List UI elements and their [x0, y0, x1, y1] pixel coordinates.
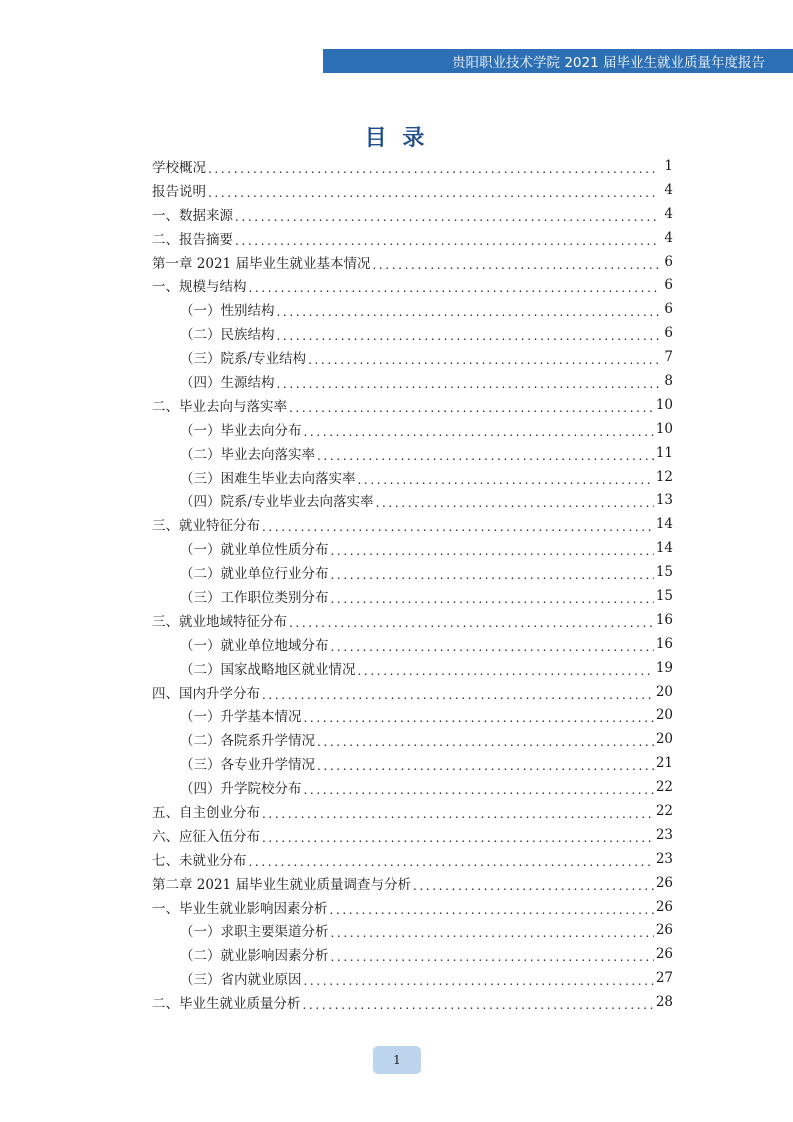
toc-dot-leader	[262, 687, 654, 701]
toc-entry-page: 12	[655, 468, 673, 485]
toc-dot-leader	[289, 615, 654, 629]
toc-dot-leader	[235, 209, 659, 223]
toc-entry-page: 10	[655, 396, 673, 413]
toc-entry-page: 22	[655, 802, 673, 819]
toc-entry-label: 第一章 2021 届毕业生就业基本情况	[152, 255, 371, 272]
toc-entry-label: 五、自主创业分布	[152, 804, 260, 821]
toc-entry-label: （二）就业单位行业分布	[180, 566, 329, 583]
toc-entry-page: 10	[655, 420, 673, 437]
toc-dot-leader	[413, 878, 654, 892]
toc-entry-page: 8	[664, 372, 673, 389]
toc-dot-leader	[317, 448, 654, 462]
toc-entry-page: 15	[655, 587, 673, 604]
toc-entry-label: （一）就业单位地域分布	[180, 637, 329, 654]
toc-entry-label: 六、应征入伍分布	[152, 828, 260, 845]
toc-entry-label: 二、毕业生就业质量分析	[152, 996, 301, 1013]
toc-entry-page: 28	[655, 994, 673, 1011]
toc-entry-label: （一）求职主要渠道分析	[180, 924, 329, 941]
page-number-badge	[373, 1046, 421, 1074]
toc-dot-leader	[262, 519, 654, 533]
toc-dot-leader	[358, 663, 654, 677]
toc-dot-leader	[331, 949, 654, 963]
toc-entry-label: 第二章 2021 届毕业生就业质量调查与分析	[152, 876, 411, 893]
toc-dot-leader	[331, 639, 654, 653]
toc-entry-label: 二、报告摘要	[152, 231, 233, 248]
toc-dot-leader	[304, 710, 654, 724]
toc-entry-label: （四）院系/专业毕业去向落实率	[180, 494, 374, 511]
toc-dot-leader	[208, 161, 659, 175]
toc-entry-page: 27	[655, 970, 673, 987]
toc-entry-page: 26	[655, 898, 673, 915]
toc-entry-page: 14	[655, 540, 673, 557]
toc-entry-label: （二）各院系升学情况	[180, 733, 315, 750]
toc-entry[interactable]	[152, 536, 673, 560]
toc-entry-page: 23	[655, 826, 673, 843]
toc-entry-page: 4	[664, 181, 673, 198]
toc-entry[interactable]	[152, 226, 673, 250]
toc-entry-page: 26	[655, 874, 673, 891]
toc-entry-label: （三）院系/专业结构	[180, 351, 307, 368]
toc-entry[interactable]	[152, 178, 673, 202]
toc-entry-page: 20	[655, 683, 673, 700]
toc-dot-leader	[208, 185, 659, 199]
toc-dot-leader	[376, 495, 654, 509]
page-number: 1	[393, 1053, 401, 1067]
toc-entry-label: （一）升学基本情况	[180, 709, 302, 726]
toc-entry[interactable]	[152, 465, 673, 489]
toc-entry-page: 21	[655, 755, 673, 772]
toc-entry-label: 七、未就业分布	[152, 852, 247, 869]
report-title: 贵阳职业技术学院 2021 届毕业生就业质量年度报告	[452, 55, 765, 71]
toc-dot-leader	[235, 233, 659, 247]
toc-entry-label: （一）毕业去向分布	[180, 422, 302, 439]
toc-dot-leader	[331, 567, 654, 581]
toc-entry-page: 6	[664, 253, 673, 270]
report-header-band	[323, 49, 793, 73]
toc-dot-leader	[277, 304, 660, 318]
toc-entry-page: 16	[655, 635, 673, 652]
toc-entry[interactable]	[152, 393, 673, 417]
toc-entry-label: 四、国内升学分布	[152, 685, 260, 702]
toc-dot-leader	[249, 854, 654, 868]
toc-entry[interactable]	[152, 895, 673, 919]
toc-entry-page: 16	[655, 611, 673, 628]
toc-dot-leader	[331, 543, 654, 557]
toc-entry-page: 4	[664, 205, 673, 222]
toc-dot-leader	[304, 973, 654, 987]
toc-entry-label: （二）毕业去向落实率	[180, 446, 315, 463]
toc-entry[interactable]	[152, 273, 673, 297]
toc-dot-leader	[262, 830, 654, 844]
toc-entry-page: 6	[664, 301, 673, 318]
toc-entry[interactable]	[152, 488, 673, 512]
toc-dot-leader	[304, 424, 654, 438]
toc-entry[interactable]	[152, 847, 673, 871]
toc-entry-page: 22	[655, 779, 673, 796]
toc-entry-page: 26	[655, 946, 673, 963]
toc-entry[interactable]	[152, 727, 673, 751]
toc-entry-page: 11	[655, 444, 673, 461]
toc-entry-page: 1	[664, 157, 673, 174]
toc-entry[interactable]	[152, 297, 673, 321]
toc-entry[interactable]	[152, 369, 673, 393]
toc-dot-leader	[289, 400, 654, 414]
toc-entry[interactable]	[152, 799, 673, 823]
toc-entry-label: 一、数据来源	[152, 207, 233, 224]
toc-dot-leader	[358, 472, 654, 486]
toc-entry-label: （二）国家战略地区就业情况	[180, 661, 356, 678]
toc-entry-label: 学校概况	[152, 159, 206, 176]
toc-entry-label: 二、毕业去向与落实率	[152, 398, 287, 415]
toc-entry[interactable]	[152, 560, 673, 584]
toc-entry[interactable]	[152, 775, 673, 799]
toc-entry[interactable]	[152, 632, 673, 656]
toc-entry[interactable]	[152, 990, 673, 1014]
toc-entry-label: （二）就业影响因素分析	[180, 948, 329, 965]
toc-entry-label: （三）工作职位类别分布	[180, 589, 329, 606]
toc-entry-label: （三）各专业升学情况	[180, 757, 315, 774]
toc-entry-label: （一）就业单位性质分布	[180, 542, 329, 559]
toc-entry-page: 13	[655, 492, 673, 509]
toc-entry[interactable]	[152, 703, 673, 727]
toc-dot-leader	[262, 806, 654, 820]
toc-dot-leader	[277, 376, 660, 390]
toc-entry-label: （四）生源结构	[180, 374, 275, 391]
toc-entry-label: 一、毕业生就业影响因素分析	[152, 900, 328, 917]
toc-entry-page: 4	[664, 229, 673, 246]
toc-entry-label: （一）性别结构	[180, 303, 275, 320]
toc-entry-page: 7	[664, 349, 673, 366]
toc-entry[interactable]	[152, 656, 673, 680]
toc-entry[interactable]	[152, 417, 673, 441]
toc-entry[interactable]	[152, 250, 673, 274]
toc-dot-leader	[304, 782, 654, 796]
toc-entry[interactable]	[152, 680, 673, 704]
toc-entry-page: 20	[655, 731, 673, 748]
toc-entry[interactable]	[152, 345, 673, 369]
toc-dot-leader	[277, 328, 660, 342]
toc-entry-page: 26	[655, 922, 673, 939]
toc-entry[interactable]	[152, 202, 673, 226]
toc-entry-label: （三）省内就业原因	[180, 972, 302, 989]
table-of-contents	[152, 154, 673, 1014]
toc-entry-label: 一、规模与结构	[152, 279, 247, 296]
toc-entry-page: 14	[655, 516, 673, 533]
toc-entry[interactable]	[152, 321, 673, 345]
toc-title: 目 录	[364, 126, 429, 151]
toc-dot-leader	[308, 352, 659, 366]
toc-entry-label: 三、就业地域特征分布	[152, 613, 287, 630]
toc-entry-label: （二）民族结构	[180, 327, 275, 344]
toc-entry-label: （三）困难生毕业去向落实率	[180, 470, 356, 487]
toc-entry[interactable]	[152, 608, 673, 632]
toc-entry[interactable]	[152, 751, 673, 775]
toc-entry[interactable]	[152, 966, 673, 990]
toc-dot-leader	[303, 997, 654, 1011]
toc-entry[interactable]	[152, 823, 673, 847]
toc-entry[interactable]	[152, 871, 673, 895]
toc-entry-label: 三、就业特征分布	[152, 518, 260, 535]
toc-entry-label: 报告说明	[152, 183, 206, 200]
toc-dot-leader	[317, 734, 654, 748]
toc-entry[interactable]	[152, 512, 673, 536]
toc-entry-page: 15	[655, 564, 673, 581]
toc-dot-leader	[317, 758, 654, 772]
toc-dot-leader	[331, 591, 654, 605]
toc-entry-page: 23	[655, 850, 673, 867]
toc-entry-page: 20	[655, 707, 673, 724]
toc-dot-leader	[330, 902, 654, 916]
toc-entry[interactable]	[152, 942, 673, 966]
toc-entry[interactable]	[152, 154, 673, 178]
toc-entry-page: 6	[664, 277, 673, 294]
toc-entry[interactable]	[152, 919, 673, 943]
toc-dot-leader	[249, 280, 660, 294]
toc-entry[interactable]	[152, 584, 673, 608]
toc-entry-label: （四）升学院校分布	[180, 781, 302, 798]
toc-dot-leader	[331, 925, 654, 939]
toc-entry-page: 6	[664, 325, 673, 342]
toc-entry[interactable]	[152, 441, 673, 465]
toc-dot-leader	[372, 257, 659, 271]
toc-entry-page: 19	[655, 659, 673, 676]
